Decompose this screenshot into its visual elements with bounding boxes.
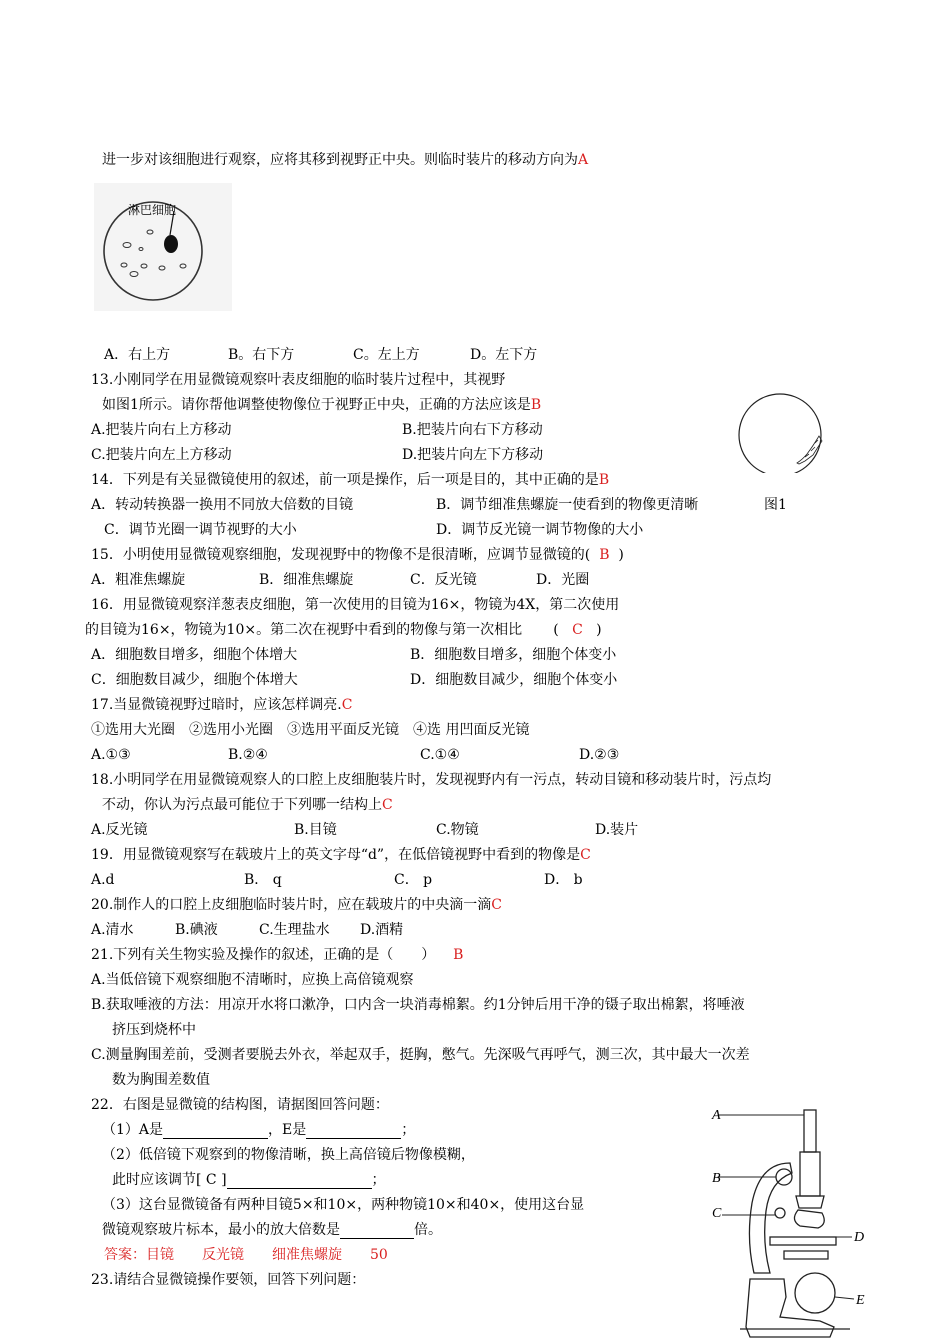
- q21-option-b-line1: B.获取唾液的方法：用凉开水将口漱净，口内含一块消毒棉絮。约1分钟后用干净的镊子取出棉絮，将唾液: [91, 997, 745, 1013]
- q12-answer: A: [578, 152, 589, 168]
- lymphocyte-figure: [94, 183, 232, 311]
- q21-answer: B: [453, 947, 464, 963]
- q16-option-d: D．细胞数目减少，细胞个体变小: [410, 672, 618, 688]
- q20-option-a: A.清水: [91, 922, 134, 938]
- q18-stem-line2: 不动，你认为污点最可能位于下列哪一结构上C: [102, 797, 393, 813]
- q19-option-b: B． q: [244, 872, 282, 888]
- q21-stem: 21.下列有关生物实验及操作的叙述，正确的是（ ） B: [91, 947, 464, 963]
- q14-stem: 14．下列是有关显微镜使用的叙述，前一项是操作，后一项是目的，其中正确的是B: [91, 472, 610, 488]
- q14-option-c: C．调节光圈一调节视野的大小: [104, 522, 297, 538]
- q22-part2-line2: 此时应该调节[ C ] ；: [112, 1172, 386, 1188]
- q21-option-a: A.当低倍镜下观察细胞不清晰时，应换上高倍镜观察: [91, 972, 414, 988]
- q16-option-b: B．细胞数目增多，细胞个体变小: [410, 647, 617, 663]
- q12-option-d: D。左下方: [470, 347, 538, 363]
- q18-option-a: A.反光镜: [91, 822, 148, 838]
- figure-1-caption: 图1: [764, 497, 787, 513]
- q12-option-c: C。左上方: [353, 347, 420, 363]
- q20-answer: C: [491, 897, 502, 913]
- q20-stem: 20.制作人的口腔上皮细胞临时装片时，应在载玻片的中央滴一滴C: [91, 897, 502, 913]
- q22-blank-c[interactable]: [227, 1174, 372, 1189]
- q19-option-c: C． p: [394, 872, 433, 888]
- q16-option-c: C．细胞数目减少，细胞个体增大: [91, 672, 298, 688]
- q20-option-c: C.生理盐水: [259, 922, 330, 938]
- q16-stem-line1: 16．用显微镜观察洋葱表皮细胞，第一次使用的目镜为16×，物镜为4X，第二次使用: [91, 597, 620, 613]
- q22-blank-magnification[interactable]: [340, 1224, 414, 1239]
- microscope-label-d: D: [854, 1230, 865, 1245]
- q22-answer-line: 答案：目镜 反光镜 细准焦螺旋 50: [104, 1247, 388, 1263]
- q12-option-a: A．右上方: [104, 347, 171, 363]
- q17-answer: C: [341, 697, 353, 713]
- q19-option-a: A.d: [91, 872, 115, 888]
- q13-option-d: D.把装片向左下方移动: [402, 447, 544, 463]
- q13-stem-line1: 13.小刚同学在用显微镜观察叶表皮细胞的临时装片过程中，其视野: [91, 372, 506, 388]
- q18-option-d: D.装片: [595, 822, 639, 838]
- q19-stem: 19．用显微镜观察写在载玻片上的英文字母“d”，在低倍镜视野中看到的物像是C: [91, 847, 591, 863]
- q14-answer: B: [598, 472, 610, 488]
- microscope-icon: [700, 1103, 900, 1341]
- q18-option-b: B.目镜: [294, 822, 337, 838]
- q16-option-a: A．细胞数目增多，细胞个体增大: [91, 647, 298, 663]
- q19-answer: C: [580, 847, 591, 863]
- q17-option-b: B.②④: [228, 747, 268, 763]
- q18-answer: C: [382, 797, 393, 813]
- lymphocyte-label: 淋巴细胞: [128, 203, 177, 217]
- q22-part1: （1）A是 ，E是 ；: [102, 1122, 416, 1138]
- q17-stem: 17.当显微镜视野过暗时，应该怎样调亮.C: [91, 697, 353, 713]
- q15-option-b: B．细准焦螺旋: [259, 572, 354, 588]
- microscope-label-b: B: [712, 1171, 721, 1186]
- q17-option-d: D.②③: [579, 747, 620, 763]
- q15-option-c: C．反光镜: [410, 572, 477, 588]
- q16-stem-line2: 的目镜为16×，物镜为10×。第二次在视野中看到的物像与第一次相比 ( C ): [85, 622, 602, 638]
- q22-part3-line2: 微镜观察玻片标本，最小的放大倍数是 倍。: [102, 1222, 442, 1238]
- q15-answer: B: [599, 547, 610, 563]
- q15-option-d: D．光圈: [536, 572, 590, 588]
- q13-option-c: C.把装片向左上方移动: [91, 447, 232, 463]
- q12-stem: 进一步对该细胞进行观察，应将其移到视野正中央。则临时装片的移动方向为A: [102, 152, 589, 168]
- q14-option-d: D．调节反光镜一调节物像的大小: [436, 522, 644, 538]
- q22-part3-line1: （3）这台显微镜备有两种目镜5×和10×，两种物镜10×和40×，使用这台显: [102, 1197, 585, 1213]
- q15-stem: 15．小明使用显微镜观察细胞，发现视野中的物像不是很清晰，应调节显微镜的( B ): [91, 547, 624, 563]
- q22-blank-a[interactable]: [163, 1124, 268, 1139]
- q13-stem-line2: 如图1所示。请你帮他调整使物像位于视野正中央，正确的方法应该是B: [102, 397, 542, 413]
- q23-stem: 23.请结合显微镜操作要领，回答下列问题：: [91, 1272, 366, 1288]
- q12-option-b: B。右下方: [228, 347, 295, 363]
- q14-option-b: B．调节细准焦螺旋一使看到的物像更清晰: [436, 497, 699, 513]
- q20-option-d: D.酒精: [360, 922, 404, 938]
- q17-option-c: C.①④: [420, 747, 460, 763]
- q13-option-a: A.把装片向右上方移动: [91, 422, 232, 438]
- microscope-label-a: A: [712, 1108, 721, 1123]
- q14-option-a: A．转动转换器一换用不同放大倍数的目镜: [91, 497, 354, 513]
- q16-answer: C: [572, 622, 583, 638]
- q18-stem-line1: 18.小明同学在用显微镜观察人的口腔上皮细胞装片时，发现视野内有一污点，转动目镜和移动装片时，污点均: [91, 772, 772, 788]
- q21-option-c-line2: 数为胸围差数值: [112, 1072, 210, 1088]
- field-of-view-icon: [735, 393, 830, 473]
- q13-option-b: B.把装片向右下方移动: [402, 422, 543, 438]
- q17-option-a: A.①③: [91, 747, 131, 763]
- q22-part2-line1: （2）低倍镜下观察到的物像清晰，换上高倍镜后物像模糊，: [102, 1147, 475, 1163]
- q18-option-c: C.物镜: [436, 822, 479, 838]
- q17-choices: ①选用大光圈 ②选用小光圈 ③选用平面反光镜 ④选 用凹面反光镜: [91, 722, 530, 738]
- q15-option-a: A．粗准焦螺旋: [91, 572, 186, 588]
- q21-option-b-line2: 挤压到烧杯中: [112, 1022, 196, 1038]
- microscope-label-c: C: [712, 1206, 722, 1221]
- q21-option-c-line1: C.测量胸围差前，受测者要脱去外衣，举起双手，挺胸，憋气。先深吸气再呼气，测三次，其中最大一次差: [91, 1047, 750, 1063]
- q22-blank-e[interactable]: [306, 1124, 401, 1139]
- q13-answer: B: [530, 397, 542, 413]
- microscope-label-e: E: [856, 1293, 865, 1308]
- q22-stem: 22．右图是显微镜的结构图，请据图回答问题：: [91, 1097, 389, 1113]
- q19-option-d: D． b: [544, 872, 583, 888]
- q20-option-b: B.碘液: [175, 922, 218, 938]
